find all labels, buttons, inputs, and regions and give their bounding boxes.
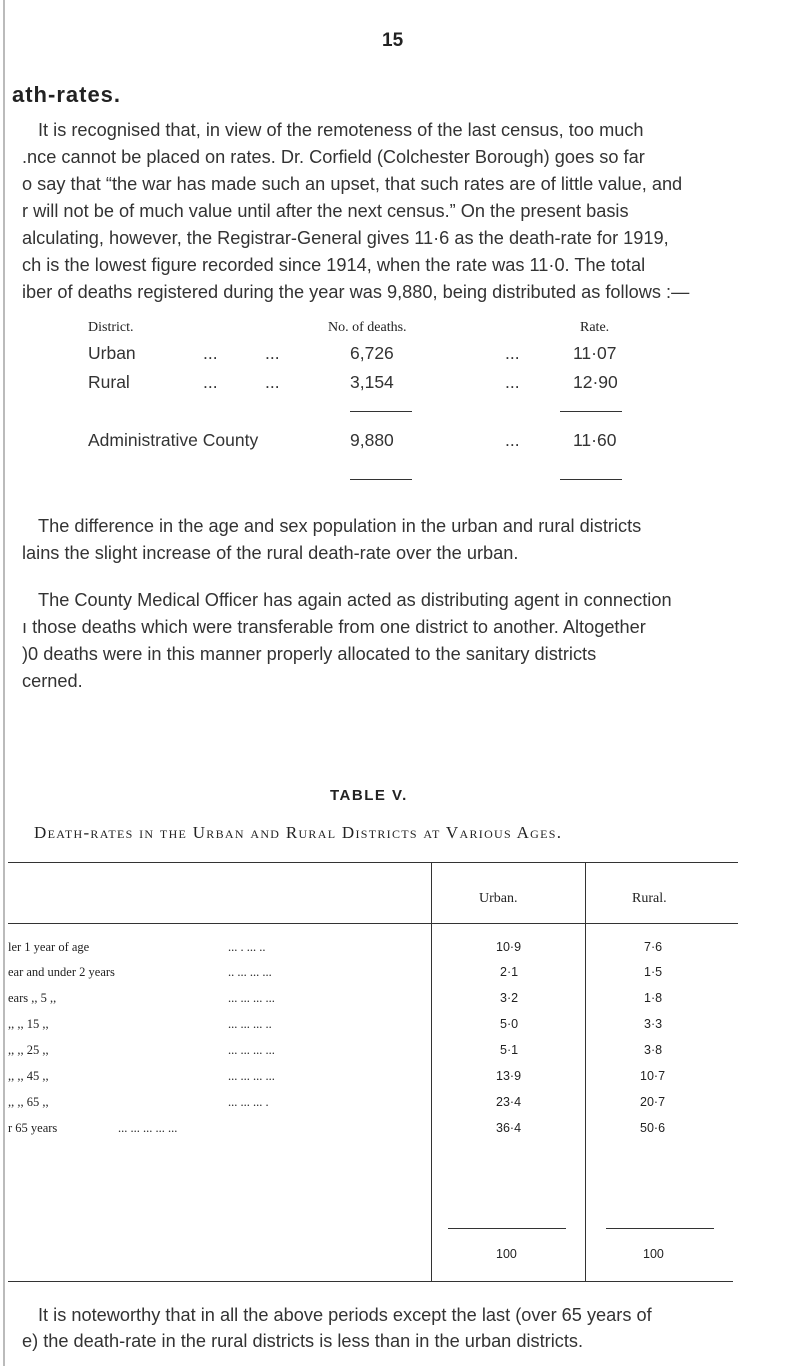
table-header-rule — [8, 923, 738, 924]
leader-dots: ... — [203, 372, 218, 392]
intro-line: o say that “the war has made such an upset, that such rates are of little value, and — [22, 174, 683, 194]
leader-dots: ... — [265, 372, 280, 392]
urban-rate: 3·2 — [500, 991, 519, 1005]
rural-total: 100 — [643, 1247, 664, 1261]
summary-header-district: District. — [88, 320, 134, 335]
leader-dots: ... ... ... ... ... — [118, 1121, 178, 1135]
urban-rate: 10·9 — [496, 940, 522, 954]
urban-rate: 23·4 — [496, 1095, 522, 1109]
urban-rate: 5·0 — [500, 1017, 519, 1031]
section-heading: ath-rates. — [12, 82, 122, 107]
summary-row-deaths: 3,154 — [350, 372, 394, 392]
body-line: The difference in the age and sex population in the urban and rural districts — [38, 516, 642, 536]
table-sum-rule — [448, 1228, 566, 1229]
intro-line: iber of deaths registered during the year was 9,880, being distributed as follows :— — [22, 282, 690, 302]
leader-dots: ... ... ... .. — [228, 1017, 272, 1031]
urban-rate: 2·1 — [500, 965, 519, 979]
rural-rate: 1·8 — [644, 991, 663, 1005]
leader-dots: ... — [203, 343, 218, 363]
page-number: 15 — [382, 30, 404, 51]
age-group-label: ler 1 year of age — [8, 940, 90, 954]
summary-total-rate: 11·60 — [573, 430, 617, 450]
summary-rule — [350, 479, 412, 480]
rural-rate: 10·7 — [640, 1069, 666, 1083]
rural-rate: 3·3 — [644, 1017, 663, 1031]
intro-line: It is recognised that, in view of the remoteness of the last census, too much — [38, 120, 644, 140]
age-group-label: ,, ,, 15 ,, — [8, 1017, 49, 1031]
page-edge-line — [3, 0, 5, 1366]
leader-dots: ... — [265, 343, 280, 363]
rural-rate: 1·5 — [644, 965, 663, 979]
leader-dots: ... ... ... ... — [228, 991, 275, 1005]
table-column-rule — [431, 862, 432, 1282]
column-header-urban: Urban. — [479, 891, 518, 906]
urban-rate: 36·4 — [496, 1121, 522, 1135]
summary-rule — [560, 411, 622, 412]
intro-line: ch is the lowest figure recorded since 1914, when the rate was 11·0. The total — [22, 255, 646, 275]
age-group-label: ,, ,, 45 ,, — [8, 1069, 49, 1083]
age-group-label: ears ,, 5 ,, — [8, 991, 57, 1005]
leader-dots: ... — [505, 430, 520, 450]
table-subtitle: Death-rates in the Urban and Rural Districts at Various Ages. — [34, 823, 563, 842]
intro-line: .nce cannot be placed on rates. Dr. Corfield (Colchester Borough) goes so far — [22, 147, 645, 167]
table-top-rule — [8, 862, 738, 863]
summary-header-rate: Rate. — [580, 320, 610, 335]
intro-line: r will not be of much value until after the next census.” On the present basis — [22, 201, 629, 221]
summary-row-rate: 11·07 — [573, 343, 617, 363]
urban-rate: 5·1 — [500, 1043, 519, 1057]
body-line: )0 deaths were in this manner properly allocated to the sanitary districts — [22, 644, 597, 664]
table-bottom-rule — [8, 1281, 733, 1282]
column-header-rural: Rural. — [632, 891, 667, 906]
leader-dots: ... — [505, 372, 520, 392]
body-line: lains the slight increase of the rural death-rate over the urban. — [22, 543, 519, 563]
body-line: cerned. — [22, 671, 83, 691]
leader-dots: ... — [505, 343, 520, 363]
summary-rule — [560, 479, 622, 480]
summary-row-deaths: 6,726 — [350, 343, 394, 363]
table-column-rule — [585, 862, 586, 1282]
leader-dots: ... ... ... ... — [228, 1069, 275, 1083]
leader-dots: .. ... ... ... — [228, 965, 272, 979]
summary-header-deaths: No. of deaths. — [328, 320, 407, 335]
rural-rate: 7·6 — [644, 940, 663, 954]
closing-line: e) the death-rate in the rural districts is less than in the urban districts. — [22, 1331, 584, 1351]
table-sum-rule — [606, 1228, 714, 1229]
age-group-label: r 65 years — [8, 1121, 58, 1135]
summary-row-district: Urban — [88, 343, 136, 363]
summary-total-deaths: 9,880 — [350, 430, 394, 450]
rural-rate: 3·8 — [644, 1043, 663, 1057]
urban-total: 100 — [496, 1247, 517, 1261]
age-group-label: ear and under 2 years — [8, 965, 115, 979]
intro-line: alculating, however, the Registrar-General gives 11·6 as the death-rate for 1919, — [22, 228, 669, 248]
leader-dots: ... ... ... ... — [228, 1043, 275, 1057]
leader-dots: ... ... ... . — [228, 1095, 269, 1109]
closing-line: It is noteworthy that in all the above periods except the last (over 65 years of — [38, 1305, 652, 1325]
body-line: ı those deaths which were transferable from one district to another. Altogether — [22, 617, 646, 637]
urban-rate: 13·9 — [496, 1069, 522, 1083]
summary-row-rate: 12·90 — [573, 372, 618, 392]
summary-rule — [350, 411, 412, 412]
rural-rate: 20·7 — [640, 1095, 666, 1109]
leader-dots: ... . ... .. — [228, 940, 266, 954]
table-title: TABLE V. — [330, 787, 408, 804]
age-group-label: ,, ,, 25 ,, — [8, 1043, 49, 1057]
age-group-label: ,, ,, 65 ,, — [8, 1095, 49, 1109]
summary-row-district: Rural — [88, 372, 130, 392]
rural-rate: 50·6 — [640, 1121, 666, 1135]
summary-total-label: Administrative County — [88, 430, 259, 450]
body-line: The County Medical Officer has again acted as distributing agent in connection — [38, 590, 672, 610]
